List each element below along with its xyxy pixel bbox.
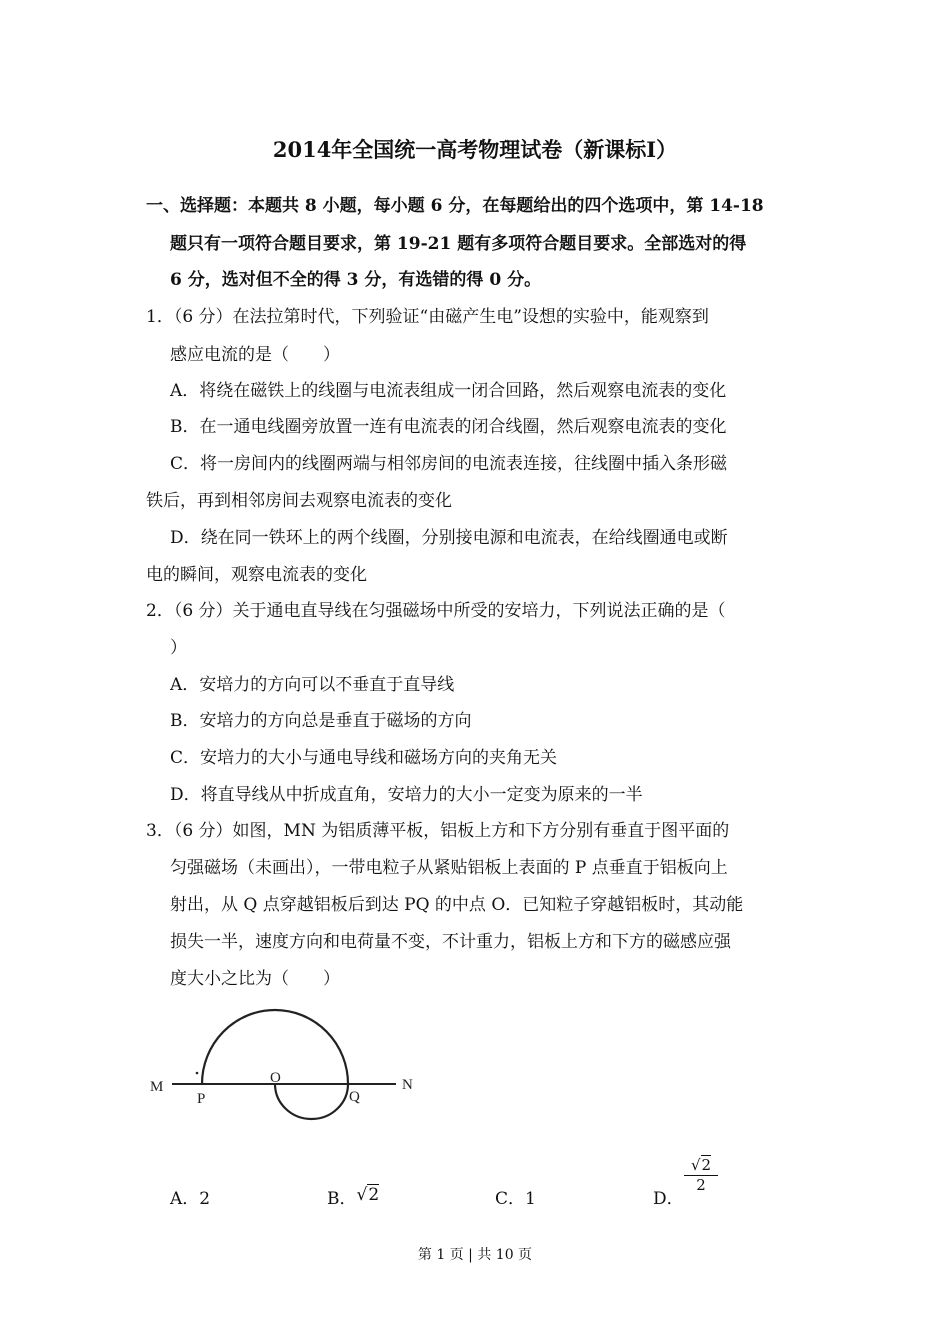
q2-option-d: D．将直导线从中折成直角，安培力的大小一定变为原来的一半 [170,785,643,805]
label-o: O [270,1070,281,1086]
label-n: N [402,1077,413,1093]
q2-stem-line2: ） [170,638,187,658]
q1-option-a: A．将绕在磁铁上的线圈与电流表组成一闭合回路，然后观察电流表的变化 [170,381,727,401]
q1-option-d-line2: 电的瞬间，观察电流表的变化 [146,565,367,585]
q3-stem-line3: 射出，从 Q 点穿越铝板后到达 PQ 的中点 O．已知粒子穿越铝板时，其动能 [170,895,744,915]
q1-option-c-line1: C．将一房间内的线圈两端与相邻房间的电流表连接，往线圈中插入条形磁 [170,454,728,474]
q2-option-a: A．安培力的方向可以不垂直于直导线 [170,675,455,695]
q3-option-b-radicand: 2 [368,1185,380,1205]
label-p: P [197,1091,206,1107]
q3-option-d-label: D． [653,1189,684,1209]
q1-option-b: B．在一通电线圈旁放置一连有电流表的闭合线圈，然后观察电流表的变化 [170,417,727,437]
q3-option-d-fraction [684,1156,718,1194]
page-footer: 第 1 页 | 共 10 页 [417,1247,533,1263]
q3-stem-line5: 度大小之比为（ ） [170,969,340,989]
q3-stem-line4: 损失一半，速度方向和电荷量不变，不计重力，铝板上方和下方的磁感应强 [170,932,731,952]
q3-option-c-label: C． [495,1189,526,1209]
q2-stem-line1: 2．（6 分）关于通电直导线在匀强磁场中所受的安培力，下列说法正确的是（ [146,601,726,621]
lower-semicircle-path [275,1084,348,1119]
q3-option-c-value: 1 [525,1189,536,1209]
q1-option-c-line2: 铁后，再到相邻房间去观察电流表的变化 [146,491,452,511]
page-title: 2014年全国统一高考物理试卷（新课标Ⅰ） [272,137,678,162]
q3-stem-line2: 匀强磁场（未画出），一带电粒子从紧贴铝板上表面的 P 点垂直于铝板向上 [170,858,728,878]
q2-option-c: C．安培力的大小与通电导线和磁场方向的夹角无关 [170,748,558,768]
q3-option-a [170,1184,210,1209]
q1-stem-line2: 感应电流的是（ ） [170,345,340,365]
q1-stem-line1: 1．（6 分）在法拉第时代，下列验证“由磁产生电”设想的实验中，能观察到 [146,307,709,327]
section-heading-line1: 一、选择题：本题共 8 小题，每小题 6 分，在每题给出的四个选项中，第 14-18 [146,196,764,216]
label-m: M [150,1079,164,1095]
q3-figure [140,1000,430,1130]
q3-option-a-label: A． [170,1189,200,1209]
q3-option-a-value: 2 [199,1189,211,1209]
q3-stem-line1: 3．（6 分）如图，MN 为铝质薄平板，铝板上方和下方分别有垂直于图平面的 [146,821,730,841]
section-heading-line3: 6 分，选对但不全的得 3 分，有选错的得 0 分。 [170,270,542,290]
point-p-dot [196,1072,199,1075]
q3-option-d-denominator: 2 [696,1176,706,1194]
q3-option-b-sqrt: √2 [356,1185,380,1205]
q3-option-b [327,1184,379,1209]
section-heading-line2: 题只有一项符合题目要求，第 19-21 题有多项符合题目要求。全部选对的得 [170,234,747,254]
q3-option-c [495,1184,536,1209]
q3-option-d-numerator: √2 [684,1156,718,1176]
label-q: Q [349,1089,360,1105]
q3-option-d-radicand: 2 [701,1156,712,1174]
q3-option-b-label: B． [327,1189,357,1209]
q2-option-b: B．安培力的方向总是垂直于磁场的方向 [170,711,472,731]
q1-option-d-line1: D．绕在同一铁环上的两个线圈，分别接电源和电流表，在给线圈通电或断 [170,528,728,548]
